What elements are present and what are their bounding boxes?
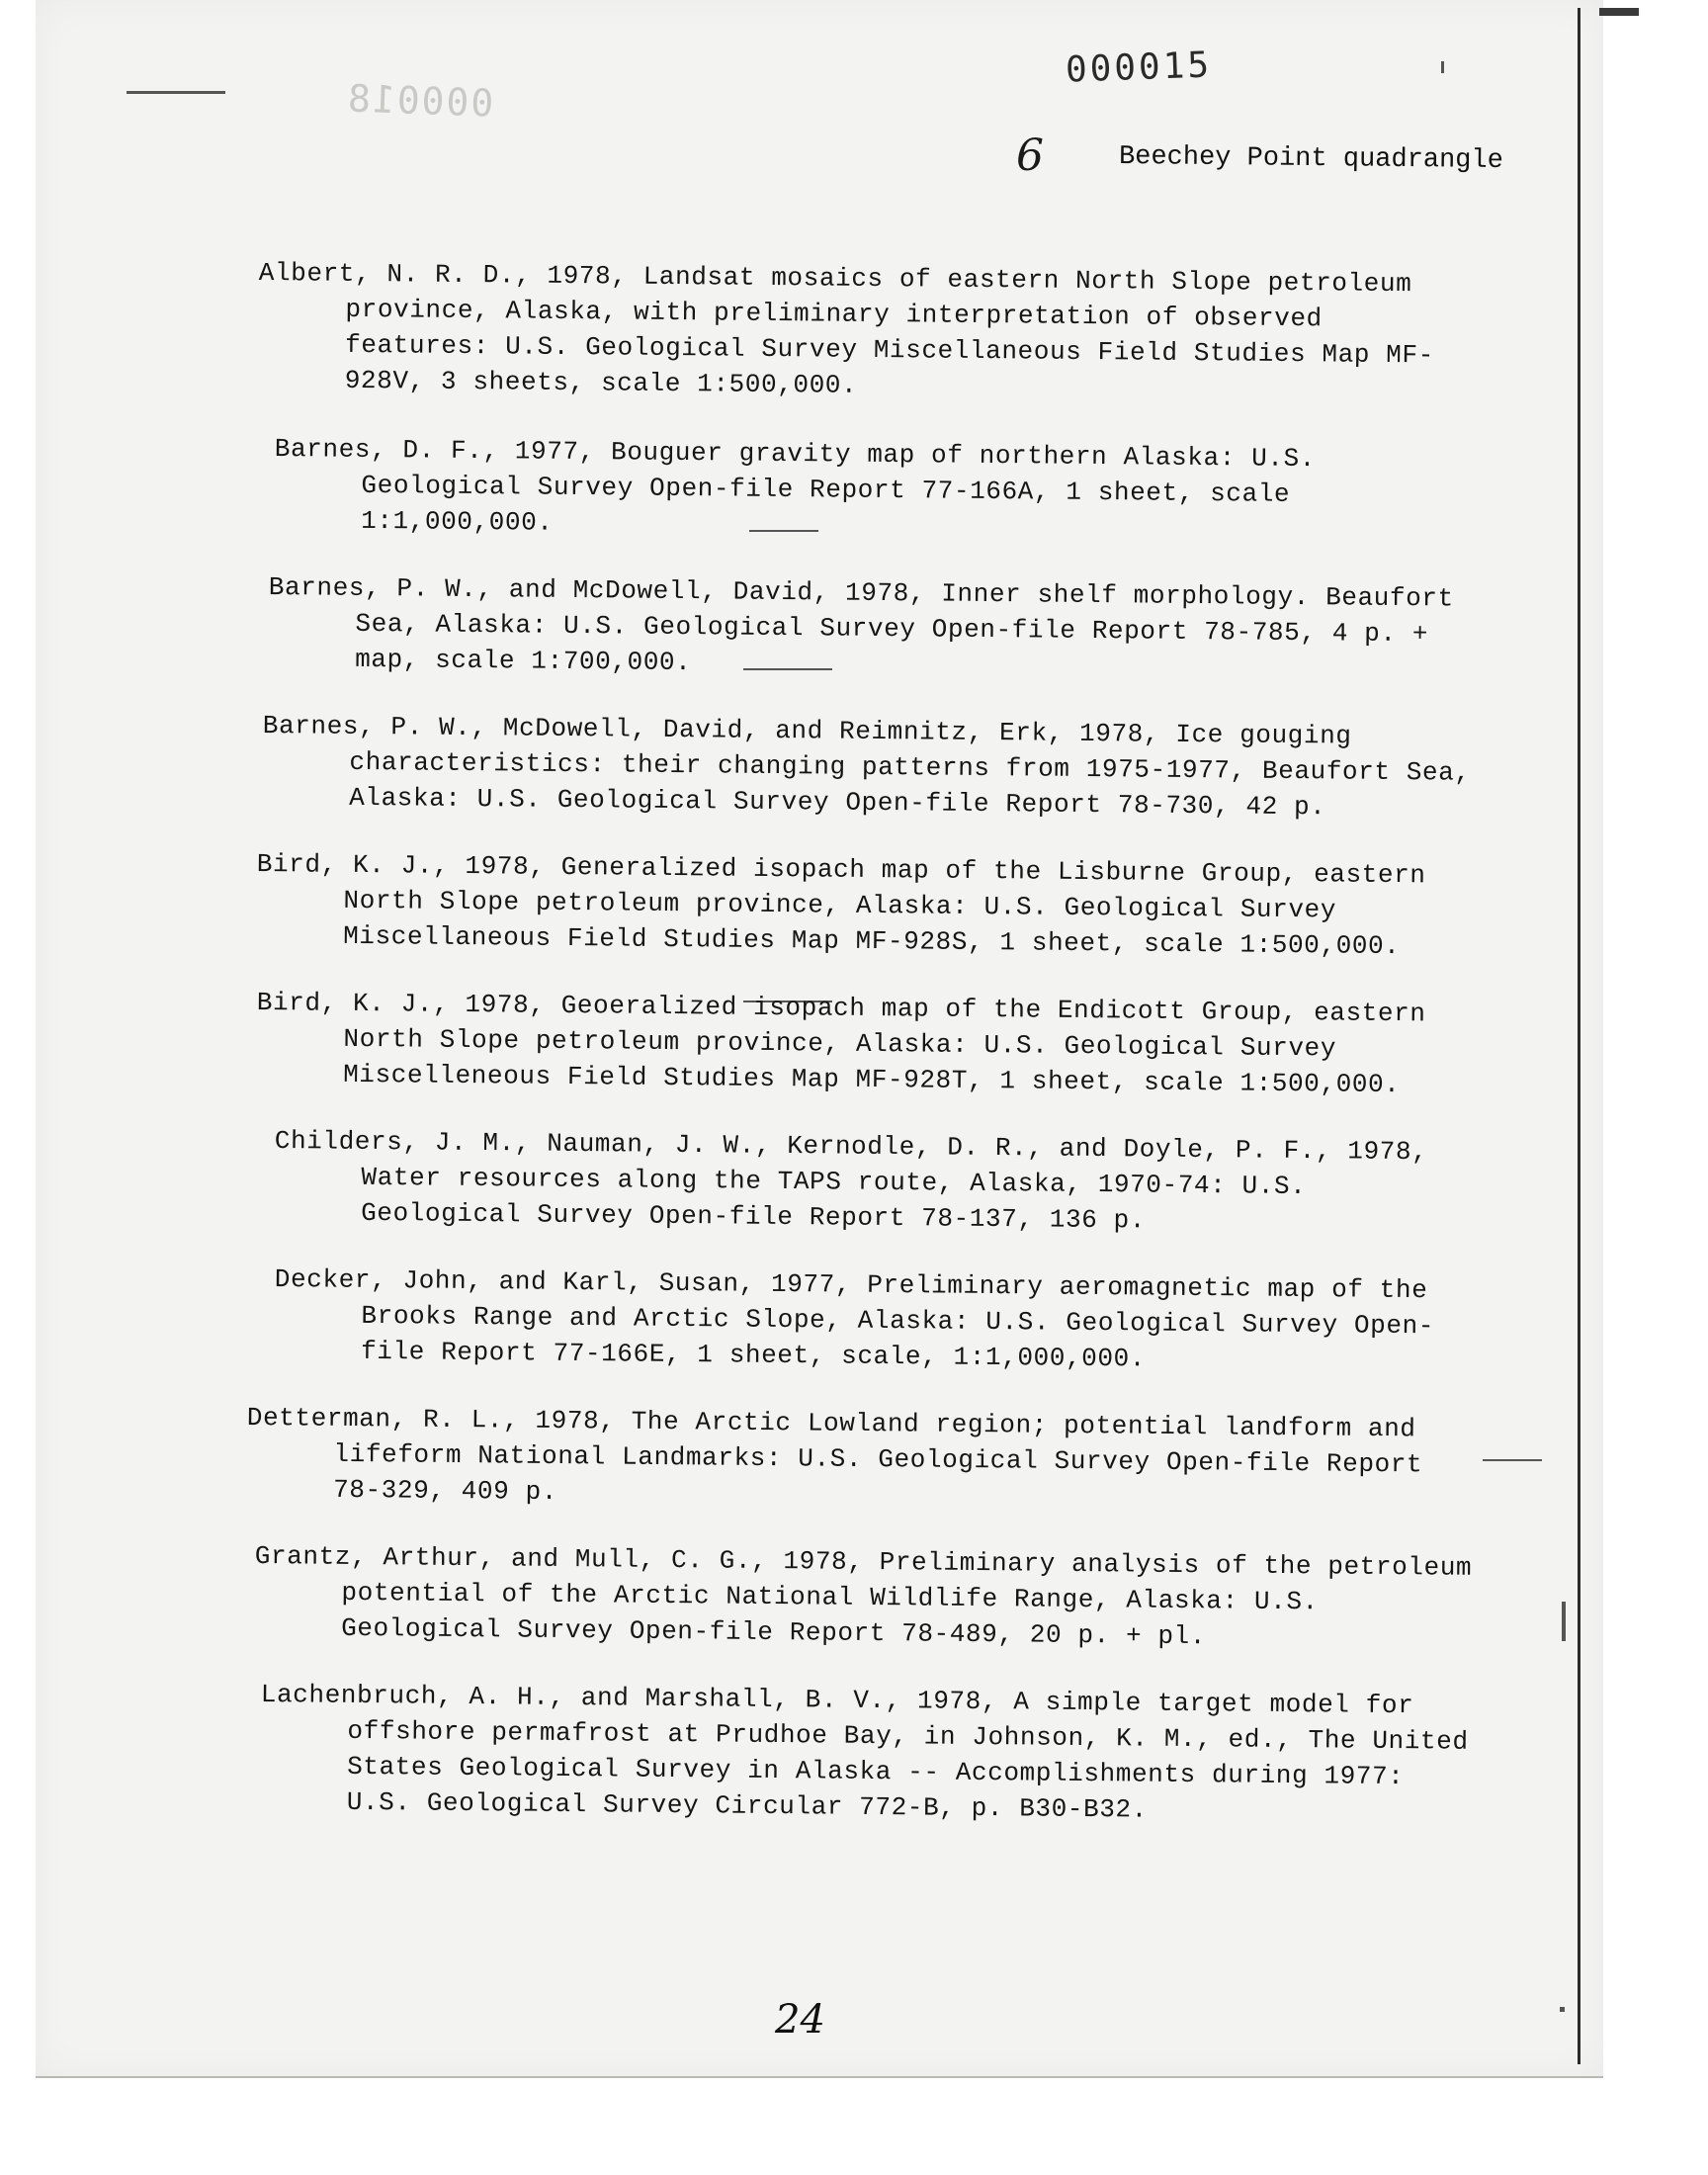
scan-mark — [127, 91, 225, 94]
document-stamp-number: 000015 — [1065, 44, 1213, 91]
reference-entry: Albert, N. R. D., 1978, Landsat mosaics of eastern North Slope petroleum province, Alaska, with preliminary interpretation of observed features: U.S. Geological Survey Miscellaneous Field Studies Map MF-928V, 3 sheets, scale 1:500,000. — [258, 257, 1435, 400]
quadrangle-title: Beechey Point quadrangle — [1118, 141, 1504, 177]
scan-mark — [1483, 1459, 1542, 1461]
bleed-through-stamp: 000018 — [345, 76, 495, 126]
reference-entry: Barnes, D. F., 1977, Bouguer gravity map of northern Alaska: U.S. Geological Survey Open-file Report 77-166A, 1 sheet, scale 1:1,000,000. — [274, 433, 1317, 538]
reference-entry: Decker, John, and Karl, Susan, 1977, Preliminary aeromagnetic map of the Brooks Range and Arctic Slope, Alaska: U.S. Geological Survey Open-file Report 77-166E, 1 sheet, scale, 1:1,000,000. — [274, 1263, 1435, 1374]
reference-entry: Childers, J. M., Nauman, J. W., Kernodle, D. R., and Doyle, P. F., 1978, Water resources along the TAPS route, Alaska, 1970-74: U.S. Geological Survey Open-file Report 78-137, 136 p. — [274, 1125, 1428, 1236]
reference-list — [246, 255, 1473, 1825]
reference-entry: Lachenbruch, A. H., and Marshall, B. V., 1978, A simple target model for offshore permafrost at Prudhoe Bay, in Johnson, K. M., ed., The United States Geological Survey in Alaska -- Accomplishments during 1977: U.S. Geological Survey Circular 772-B, p. B30-B32. — [260, 1679, 1469, 1825]
scan-mark — [1560, 2007, 1565, 2012]
reference-entry: Detterman, R. L., 1978, The Arctic Lowland region; potential landform and lifeform National Landmarks: U.S. Geological Survey Open-file Report 78-329, 409 p. — [246, 1402, 1423, 1508]
reference-entry: Bird, K. J., 1978, Generalized isopach map of the Lisburne Group, eastern North Slope petroleum province, Alaska: U.S. Geological Survey Miscellaneous Field Studies Map MF-928S, 1 sheet, scale 1:500,000. — [256, 848, 1426, 962]
handwritten-number: 6 — [1016, 130, 1044, 181]
page-edge-shadow — [1578, 8, 1580, 2064]
page-number: 24 — [775, 1997, 825, 2043]
reference-entry: Bird, K. J., 1978, Geoeralized isopach map of the Endicott Group, eastern North Slope petroleum province, Alaska: U.S. Geological Survey Miscelleneous Field Studies Map MF-928T, 1 sheet, scale 1:500,000. — [256, 987, 1426, 1100]
page-edge-corner — [1599, 8, 1639, 16]
scan-mark — [1441, 61, 1444, 73]
reference-entry: Barnes, P. W., McDowell, David, and Reimnitz, Erk, 1978, Ice gouging characteristics: their changing patterns from 1975-1977, Beaufort Sea, Alaska: U.S. Geological Survey Open-file Report 78-730, 42 p. — [262, 710, 1471, 823]
reference-entry: Barnes, P. W., and McDowell, David, 1978, Inner shelf morphology. Beaufort Sea, Alaska: U.S. Geological Survey Open-file Report 78-785, 4 p. + map, scale 1:700,000. — [268, 571, 1454, 678]
scan-mark — [1562, 1602, 1566, 1641]
reference-entry: Grantz, Arthur, and Mull, C. G., 1978, Preliminary analysis of the petroleum potential of the Arctic National Wildlife Range, Alaska: U.S. Geological Survey Open-file Report 78-489, 20 p. + pl. — [254, 1540, 1473, 1652]
